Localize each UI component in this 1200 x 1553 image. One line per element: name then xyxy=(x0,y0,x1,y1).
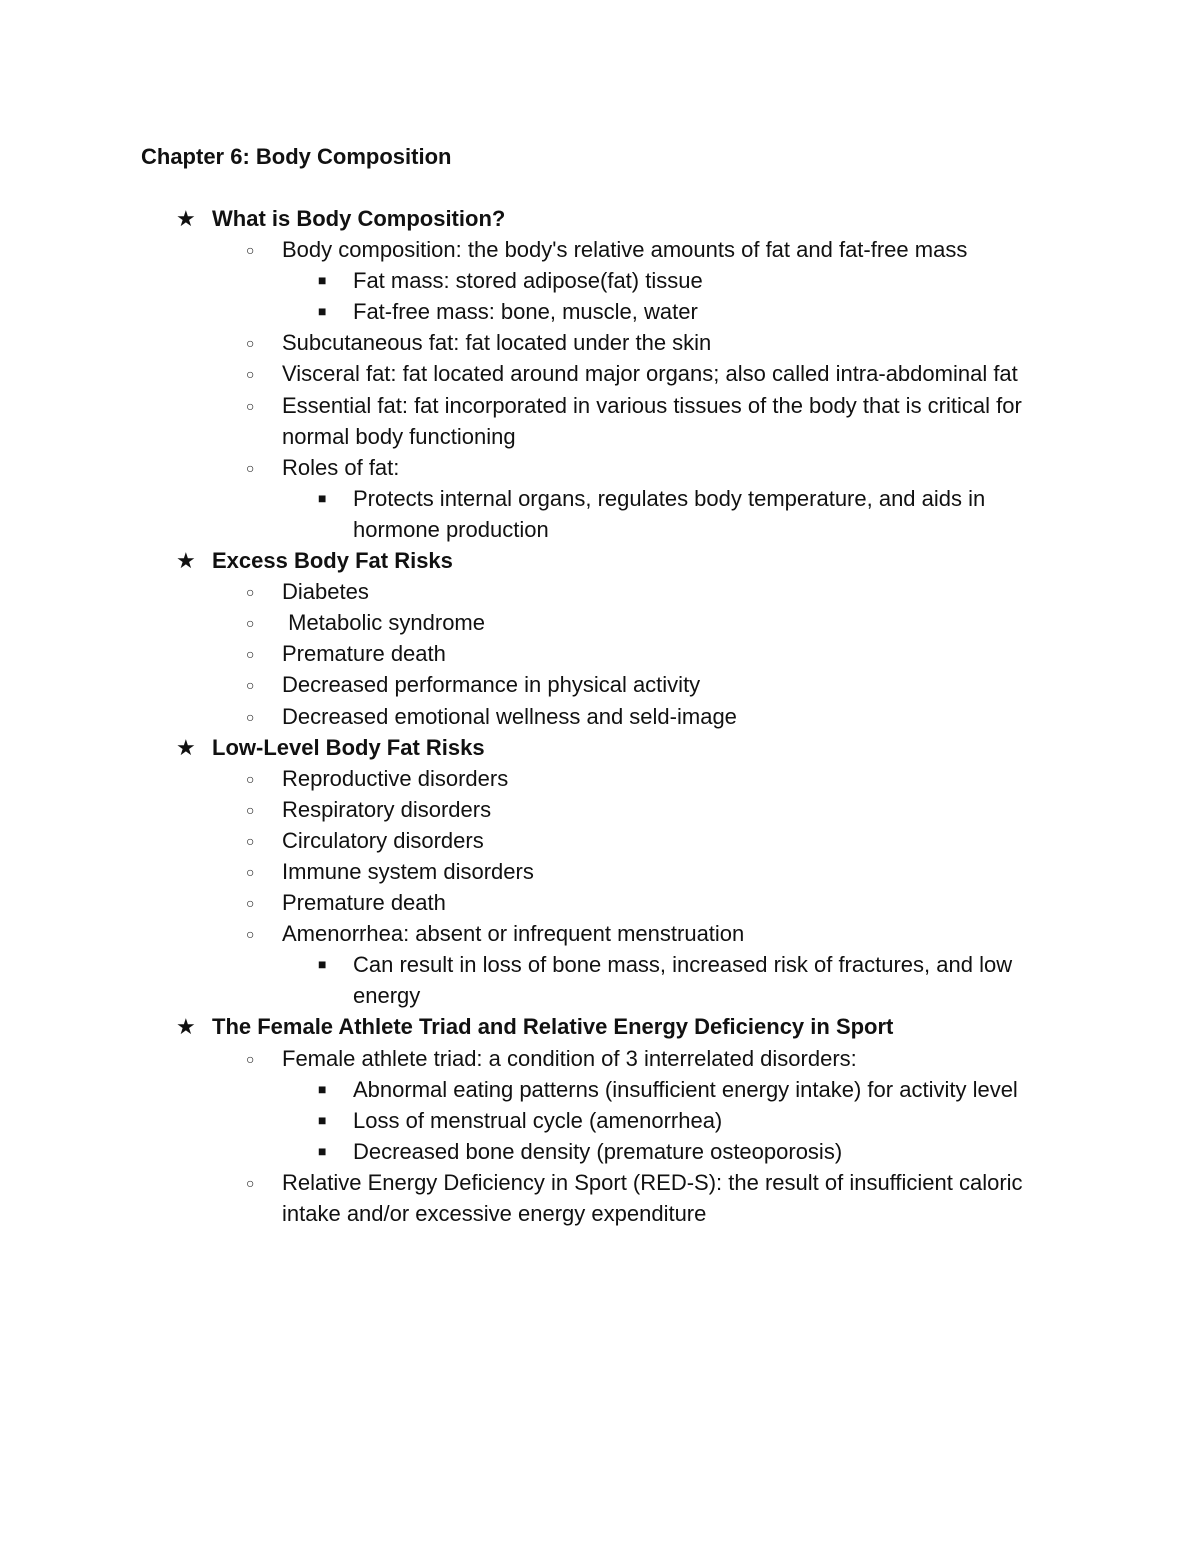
circle-bullet-icon: ○ xyxy=(246,832,255,849)
section-heading-text: The Female Athlete Triad and Relative Energy Deficiency in Sport xyxy=(212,1014,894,1040)
outline xyxy=(0,203,1200,1229)
star-bullet-icon: ★ xyxy=(176,1014,196,1040)
star-bullet-icon: ★ xyxy=(176,206,196,231)
section-heading xyxy=(0,203,1200,234)
list-item xyxy=(0,1043,1200,1074)
star-bullet-icon: ★ xyxy=(176,734,196,760)
list-item xyxy=(0,701,1200,732)
list-item xyxy=(0,1167,1200,1229)
square-bullet-icon: ■ xyxy=(318,272,327,289)
circle-bullet-icon: ○ xyxy=(246,801,255,818)
list-item-text: Decreased emotional wellness and seld-image xyxy=(282,703,737,729)
sub-list-item xyxy=(0,1136,1200,1167)
list-item xyxy=(0,234,1200,265)
list-item-text: Metabolic syndrome xyxy=(282,610,485,636)
list-item xyxy=(0,856,1200,887)
circle-bullet-icon: ○ xyxy=(246,770,255,787)
circle-bullet-icon: ○ xyxy=(246,895,255,912)
section-heading-text: Excess Body Fat Risks xyxy=(212,548,453,574)
list-item xyxy=(0,825,1200,856)
list-item xyxy=(0,669,1200,700)
circle-bullet-icon: ○ xyxy=(246,646,255,663)
list-item-text: Visceral fat: fat located around major organs; also called intra-abdominal fat xyxy=(282,361,1018,387)
list-item-text: Respiratory disorders xyxy=(282,796,492,822)
circle-bullet-icon: ○ xyxy=(246,366,255,383)
sub-list-item-text: Protects internal organs, regulates body temperature, and aids in hormone production xyxy=(353,485,992,542)
list-item xyxy=(0,327,1200,358)
section-heading-text: Low-Level Body Fat Risks xyxy=(212,734,485,760)
list-item-text: Female athlete triad: a condition of 3 interrelated disorders: xyxy=(282,1045,857,1071)
sub-list-item-text: Fat-free mass: bone, muscle, water xyxy=(353,299,698,325)
sub-list-item-text: Decreased bone density (premature osteoporosis) xyxy=(353,1138,843,1164)
list-item-text: Premature death xyxy=(282,890,446,916)
square-bullet-icon: ■ xyxy=(318,956,327,973)
section-heading xyxy=(0,545,1200,576)
square-bullet-icon: ■ xyxy=(318,303,327,320)
circle-bullet-icon: ○ xyxy=(246,397,255,414)
square-bullet-icon: ■ xyxy=(318,489,327,506)
circle-bullet-icon: ○ xyxy=(246,863,255,880)
list-item-text: Premature death xyxy=(282,641,446,667)
sub-list-item xyxy=(0,1074,1200,1105)
sub-list-item-text: Fat mass: stored adipose(fat) tissue xyxy=(353,268,703,294)
section-heading xyxy=(0,1011,1200,1042)
list-item-text: Circulatory disorders xyxy=(282,827,484,853)
square-bullet-icon: ■ xyxy=(318,1080,327,1097)
circle-bullet-icon: ○ xyxy=(246,459,255,476)
circle-bullet-icon: ○ xyxy=(246,584,255,601)
list-item-text: Amenorrhea: absent or infrequent menstruation xyxy=(282,921,745,947)
circle-bullet-icon: ○ xyxy=(246,615,255,632)
list-item xyxy=(0,607,1200,638)
circle-bullet-icon: ○ xyxy=(246,1174,255,1191)
list-item xyxy=(0,358,1200,389)
list-item-text: Subcutaneous fat: fat located under the skin xyxy=(282,330,712,356)
circle-bullet-icon: ○ xyxy=(246,1050,255,1067)
list-item-text: Roles of fat: xyxy=(282,454,400,480)
sub-list-item xyxy=(0,265,1200,296)
circle-bullet-icon: ○ xyxy=(246,677,255,694)
list-item xyxy=(0,763,1200,794)
list-item-text: Body composition: the body's relative amounts of fat and fat-free mass xyxy=(282,237,968,263)
sub-list-item-text: Loss of menstrual cycle (amenorrhea) xyxy=(353,1107,723,1133)
list-item-text: Relative Energy Deficiency in Sport (RED-S): the result of insufficient caloric intake and/or excessive energy expenditure xyxy=(282,1169,1029,1226)
list-item-text: Decreased performance in physical activity xyxy=(282,672,701,698)
list-item xyxy=(0,638,1200,669)
list-item xyxy=(0,576,1200,607)
list-item xyxy=(0,794,1200,825)
circle-bullet-icon: ○ xyxy=(246,708,255,725)
page-title: Chapter 6: Body Composition xyxy=(141,144,452,169)
square-bullet-icon: ■ xyxy=(318,1142,327,1159)
sub-list-item xyxy=(0,949,1200,1011)
sub-list-item-text: Abnormal eating patterns (insufficient energy intake) for activity level xyxy=(353,1076,1018,1102)
sub-list-item xyxy=(0,296,1200,327)
list-item xyxy=(0,390,1200,452)
star-bullet-icon: ★ xyxy=(176,548,196,574)
list-item xyxy=(0,452,1200,483)
list-item xyxy=(0,918,1200,949)
list-item-text: Reproductive disorders xyxy=(282,765,509,791)
square-bullet-icon: ■ xyxy=(318,1111,327,1128)
sub-list-item xyxy=(0,1105,1200,1136)
list-item-text: Immune system disorders xyxy=(282,858,534,884)
circle-bullet-icon: ○ xyxy=(246,335,255,352)
sub-list-item-text: Can result in loss of bone mass, increased risk of fractures, and low energy xyxy=(353,952,1019,1009)
list-item xyxy=(0,887,1200,918)
circle-bullet-icon: ○ xyxy=(246,926,255,943)
list-item-text: Essential fat: fat incorporated in various tissues of the body that is critical for normal body functioning xyxy=(282,392,1028,449)
list-item-text: Diabetes xyxy=(282,579,369,605)
circle-bullet-icon: ○ xyxy=(246,242,255,259)
section-heading-text: What is Body Composition? xyxy=(212,206,506,231)
section-heading xyxy=(0,732,1200,763)
sub-list-item xyxy=(0,483,1200,545)
